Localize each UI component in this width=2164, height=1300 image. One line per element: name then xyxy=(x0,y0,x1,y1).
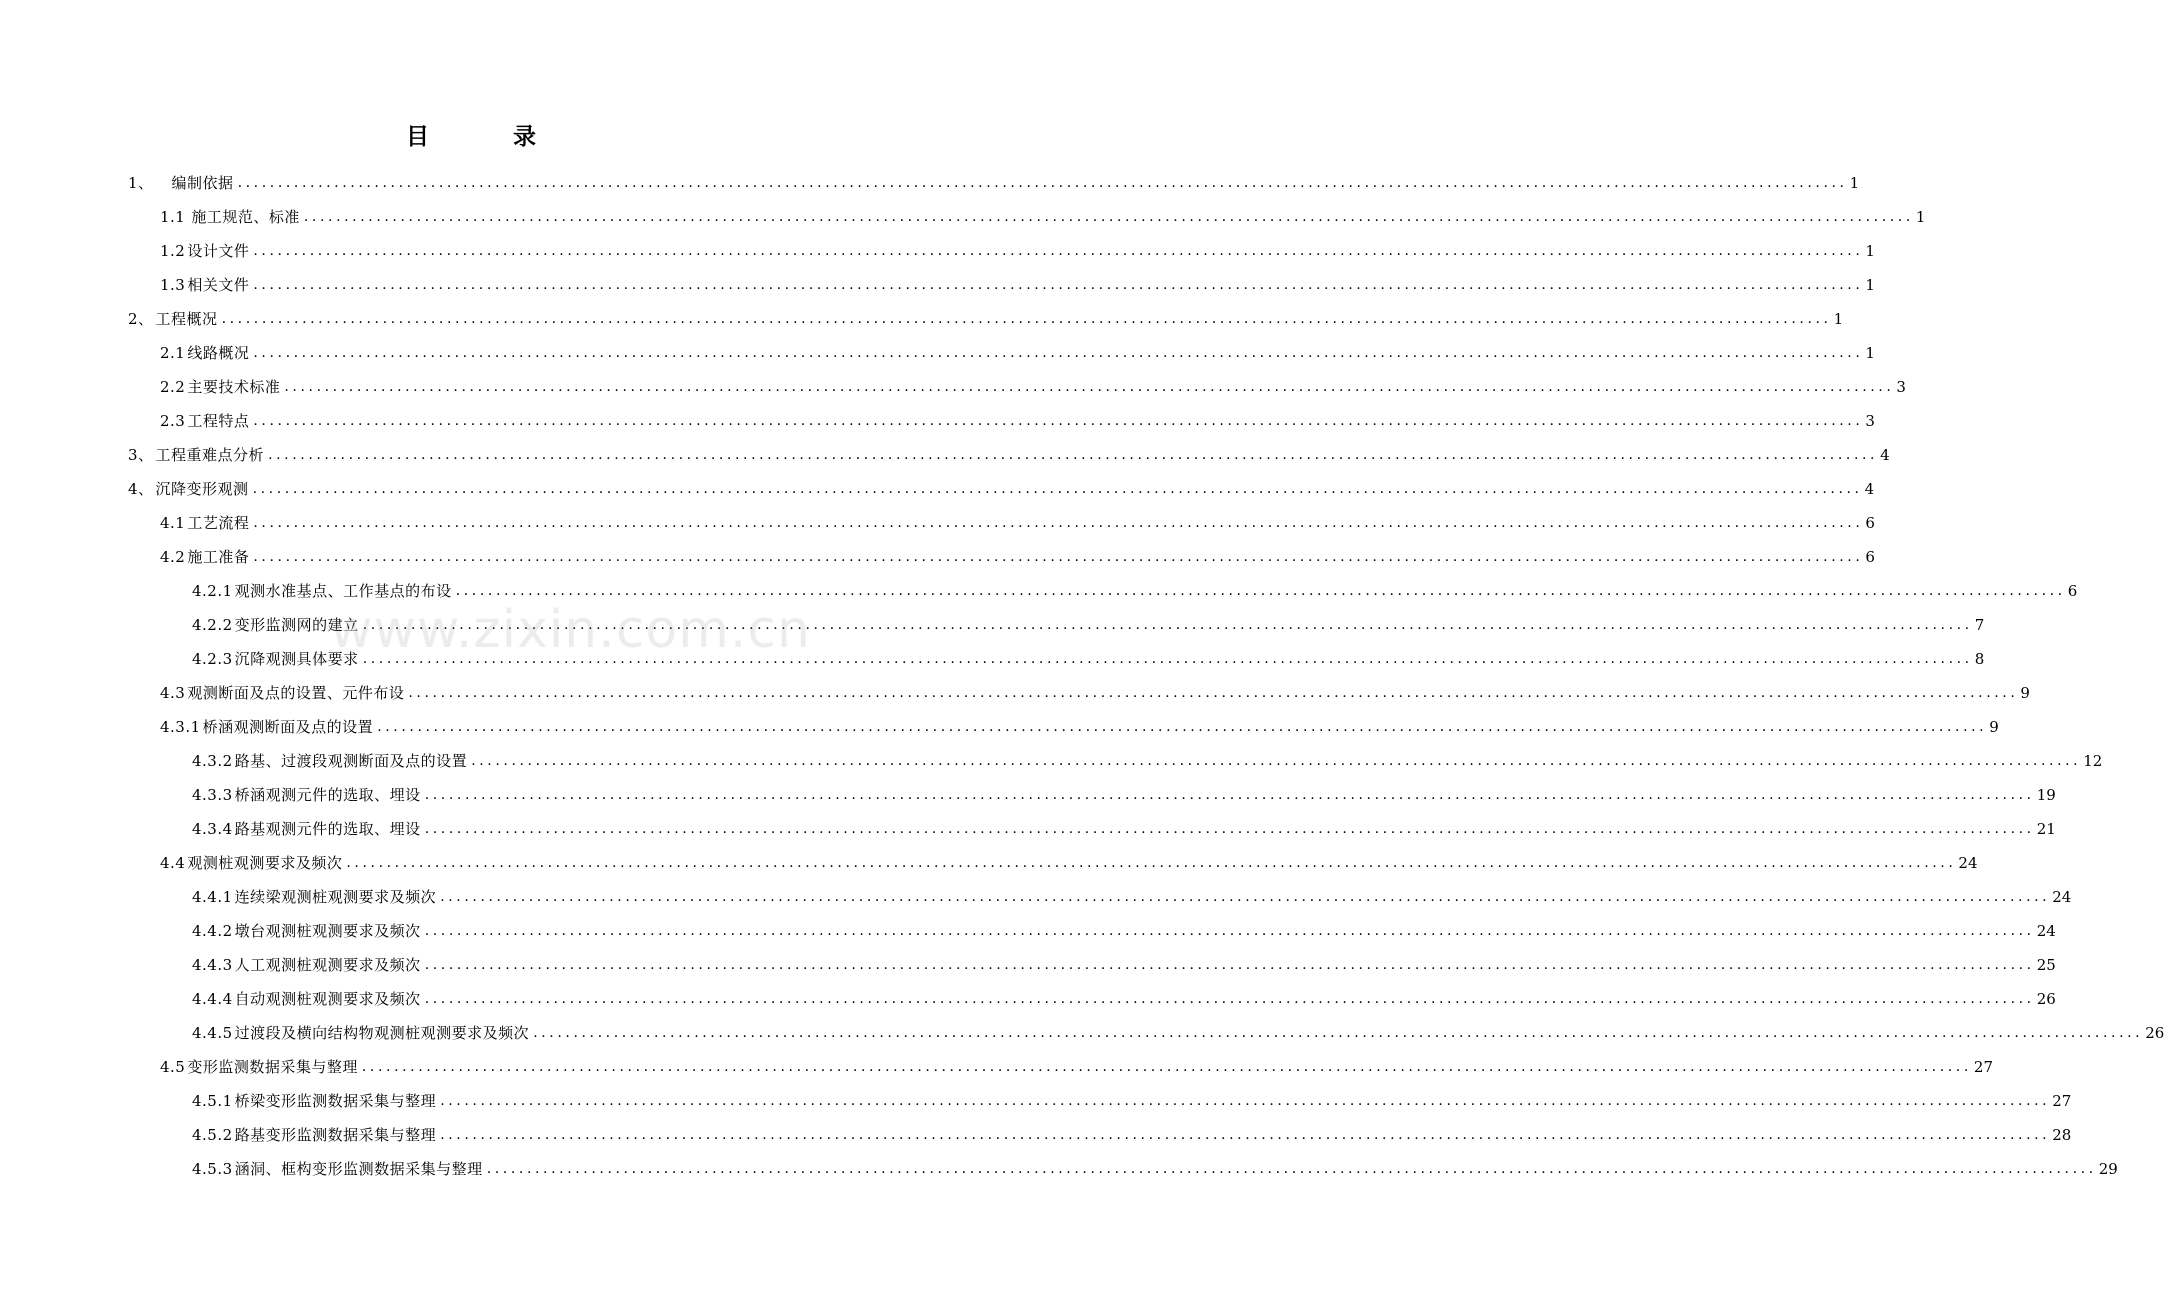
toc-entry-text: 工艺流程 xyxy=(187,514,250,532)
toc-entry-number: 2、 xyxy=(128,310,154,328)
toc-entry-page: 1 xyxy=(1865,276,1875,294)
toc-entry-number: 4、 xyxy=(128,480,154,498)
toc-dot-leader: ........................................................................................................................................................................................................ xyxy=(408,685,2019,701)
toc-entry-text: 观测水准基点、工作基点的布设 xyxy=(234,582,452,600)
toc-entry-label xyxy=(192,778,421,812)
toc-entry-text: 观测桩观测要求及频次 xyxy=(187,854,343,872)
toc-entry-label xyxy=(192,812,421,846)
toc-dot-leader: ........................................................................................................................................................................................................ xyxy=(361,1059,1972,1075)
toc-dot-leader: ........................................................................................................................................................................................................ xyxy=(253,515,1864,531)
toc-entry-text: 施工准备 xyxy=(187,548,250,566)
toc-entry[interactable] xyxy=(128,438,1890,472)
toc-entry-page: 6 xyxy=(2067,582,2078,600)
toc-entry-number: 4.5.2 xyxy=(192,1126,233,1144)
toc-entry[interactable] xyxy=(192,1084,2072,1118)
toc-dot-leader: ........................................................................................................................................................................................................ xyxy=(253,413,1864,429)
toc-entry-text: 桥涵观测断面及点的设置 xyxy=(202,718,374,736)
toc-entry-text: 桥梁变形监测数据采集与整理 xyxy=(234,1092,437,1110)
toc-entry-label xyxy=(128,472,249,506)
toc-entry-label xyxy=(192,948,421,982)
toc-entry[interactable] xyxy=(192,914,2056,948)
toc-entry-number: 4.3 xyxy=(160,684,186,702)
toc-entry-text: 设计文件 xyxy=(187,242,250,260)
toc-entry-label xyxy=(160,676,404,710)
toc-dot-leader: ........................................................................................................................................................................................................ xyxy=(486,1161,2097,1177)
toc-entry-number: 1.2 xyxy=(160,242,186,260)
toc-entry-page: 26 xyxy=(2036,990,2056,1008)
toc-entry-page: 1 xyxy=(1849,174,1860,192)
toc-entry-number: 2.3 xyxy=(160,412,186,430)
toc-dot-leader: ........................................................................................................................................................................................................ xyxy=(253,345,1864,361)
toc-entry-page: 7 xyxy=(1974,616,1985,634)
toc-entry-number: 1.3 xyxy=(160,276,186,294)
toc-entry[interactable] xyxy=(160,676,2030,710)
toc-entry-label xyxy=(160,268,249,302)
toc-entry-text: 路基观测元件的选取、埋设 xyxy=(234,820,421,838)
toc-entry-page: 25 xyxy=(2036,956,2056,974)
toc-entry-label xyxy=(192,982,421,1016)
toc-entry-number: 4.2 xyxy=(160,548,186,566)
toc-dot-leader: ........................................................................................................................................................................................................ xyxy=(424,923,2035,939)
toc-entry-number: 1.1 xyxy=(160,208,186,226)
toc-entry[interactable] xyxy=(192,1118,2072,1152)
toc-entry-text: 沉降观测具体要求 xyxy=(234,650,359,668)
toc-entry-page: 27 xyxy=(1973,1058,1994,1076)
toc-entry-page: 27 xyxy=(2052,1092,2072,1110)
toc-entry-number: 4.5.1 xyxy=(192,1092,233,1110)
toc-entry-label xyxy=(160,1050,358,1084)
toc-entry[interactable] xyxy=(160,506,1875,540)
toc-dot-leader: ........................................................................................................................................................................................................ xyxy=(377,719,1988,735)
toc-dot-leader: ........................................................................................................................................................................................................ xyxy=(424,821,2035,837)
toc-entry-label xyxy=(192,880,436,914)
toc-entry[interactable] xyxy=(128,302,1844,336)
toc-entry-text: 路基变形监测数据采集与整理 xyxy=(234,1126,437,1144)
toc-entry-page: 26 xyxy=(2145,1024,2164,1042)
toc-entry-text: 观测断面及点的设置、元件布设 xyxy=(187,684,405,702)
toc-entry-page: 1 xyxy=(1865,344,1875,362)
toc-dot-leader: ........................................................................................................................................................................................................ xyxy=(346,855,1957,871)
toc-entry[interactable] xyxy=(128,166,1860,200)
toc-entry-page: 4 xyxy=(1880,446,1890,464)
toc-entry-page: 1 xyxy=(1915,208,1926,226)
toc-entry[interactable] xyxy=(160,1050,1994,1084)
toc-entry[interactable] xyxy=(160,370,1906,404)
toc-entry-label xyxy=(192,1152,483,1186)
toc-entry-page: 9 xyxy=(2020,684,2030,702)
toc-entry-text: 自动观测桩观测要求及频次 xyxy=(234,990,421,1008)
toc-dot-leader: ........................................................................................................................................................................................................ xyxy=(533,1025,2144,1041)
toc-entry[interactable] xyxy=(160,200,1926,234)
toc-dot-leader: ........................................................................................................................................................................................................ xyxy=(252,481,1863,497)
toc-entry-text: 过渡段及横向结构物观测桩观测要求及频次 xyxy=(234,1024,530,1042)
toc-entry-page: 12 xyxy=(2083,752,2103,770)
toc-entry-label xyxy=(160,540,249,574)
toc-dot-leader: ........................................................................................................................................................................................................ xyxy=(424,787,2035,803)
toc-entry-page: 4 xyxy=(1864,480,1875,498)
toc-dot-leader: ........................................................................................................................................................................................................ xyxy=(221,311,1832,327)
toc-entry-page: 29 xyxy=(2098,1160,2118,1178)
toc-entry-label xyxy=(128,166,234,200)
toc-entry-label xyxy=(160,200,300,234)
toc-entry-text: 人工观测桩观测要求及频次 xyxy=(234,956,421,974)
toc-entry-label xyxy=(160,710,373,744)
toc-entry-label xyxy=(160,846,342,880)
toc-entry-number: 4.3.4 xyxy=(192,820,233,838)
toc-entry-label xyxy=(192,914,421,948)
toc-entry-label xyxy=(160,404,249,438)
toc-entry[interactable] xyxy=(192,880,2072,914)
page-title: 目 录 xyxy=(405,123,574,150)
toc-dot-leader: ........................................................................................................................................................................................................ xyxy=(362,617,1973,633)
toc-dot-leader: ........................................................................................................................................................................................................ xyxy=(268,447,1879,463)
toc-dot-leader: ........................................................................................................................................................................................................ xyxy=(362,651,1973,667)
toc-entry[interactable] xyxy=(192,812,2056,846)
toc-entry-page: 3 xyxy=(1896,378,1906,396)
toc-entry-label xyxy=(192,744,467,778)
toc-entry-number: 4.5.3 xyxy=(192,1160,233,1178)
toc-entry-page: 19 xyxy=(2036,786,2056,804)
toc-entry-number: 4.5 xyxy=(160,1058,186,1076)
toc-dot-leader: ........................................................................................................................................................................................................ xyxy=(440,1093,2051,1109)
toc-entry-page: 24 xyxy=(2036,922,2056,940)
toc-entry-page: 21 xyxy=(2036,820,2056,838)
toc-entry-label xyxy=(192,1016,529,1050)
watermark: www.zixin.com.cn xyxy=(330,600,811,660)
toc-entry-number: 4.3.3 xyxy=(192,786,233,804)
toc-entry-number: 4.3.1 xyxy=(160,718,201,736)
toc-entry[interactable] xyxy=(160,234,1875,268)
toc-entry-page: 1 xyxy=(1833,310,1844,328)
toc-entry-page: 8 xyxy=(1974,650,1985,668)
toc-dot-leader: ........................................................................................................................................................................................................ xyxy=(440,1127,2051,1143)
toc-entry-label xyxy=(128,302,218,336)
toc-entry-label xyxy=(160,234,249,268)
toc-entry[interactable] xyxy=(160,336,1875,370)
toc-dot-leader: ........................................................................................................................................................................................................ xyxy=(440,889,2051,905)
toc-dot-leader: ........................................................................................................................................................................................................ xyxy=(471,753,2082,769)
toc-entry-label xyxy=(192,1118,436,1152)
toc-entry-number: 4.2.2 xyxy=(192,616,233,634)
toc-entry-page: 6 xyxy=(1865,514,1875,532)
toc-entry-number: 4.2.3 xyxy=(192,650,233,668)
toc-entry-text: 连续梁观测桩观测要求及频次 xyxy=(234,888,437,906)
toc-entry-number: 4.4.3 xyxy=(192,956,233,974)
toc-entry[interactable] xyxy=(192,778,2056,812)
toc-entry-text: 墩台观测桩观测要求及频次 xyxy=(234,922,421,940)
toc-entry-page: 24 xyxy=(2052,888,2072,906)
toc-entry-number: 4.1 xyxy=(160,514,186,532)
toc-entry-page: 1 xyxy=(1865,242,1875,260)
toc-entry[interactable] xyxy=(192,608,1985,642)
toc-entry-text: 主要技术标准 xyxy=(187,378,281,396)
toc-entry-page: 3 xyxy=(1865,412,1875,430)
toc-entry[interactable] xyxy=(128,472,1875,506)
toc-entry[interactable] xyxy=(192,574,2078,608)
toc-entry-text: 施工规范、标准 xyxy=(191,208,300,226)
toc-entry[interactable] xyxy=(192,744,2103,778)
toc-entry[interactable] xyxy=(192,982,2056,1016)
toc-entry-page: 6 xyxy=(1865,548,1875,566)
toc-entry[interactable] xyxy=(160,846,1978,880)
toc-dot-leader: ........................................................................................................................................................................................................ xyxy=(424,957,2035,973)
toc-entry-label xyxy=(192,642,359,676)
toc-entry[interactable] xyxy=(160,710,1999,744)
toc-dot-leader: ........................................................................................................................................................................................................ xyxy=(253,243,1864,259)
toc-entry-text: 工程重难点分析 xyxy=(155,446,265,464)
toc-entry-number: 1、 xyxy=(128,174,154,192)
toc-entry-text: 工程特点 xyxy=(187,412,250,430)
toc-entry-number: 4.4.5 xyxy=(192,1024,233,1042)
toc-entry-number: 4.3.2 xyxy=(192,752,233,770)
toc-entry[interactable] xyxy=(192,1016,2164,1050)
toc-entry-label xyxy=(192,574,452,608)
toc-entry-number: 4.4.4 xyxy=(192,990,233,1008)
toc-entry-label xyxy=(128,438,264,472)
toc-entry-label xyxy=(160,336,249,370)
toc-entry-text: 变形监测数据采集与整理 xyxy=(187,1058,358,1076)
toc-dot-leader: ........................................................................................................................................................................................................ xyxy=(455,583,2066,599)
toc-entry-label xyxy=(192,1084,436,1118)
toc-entry-number: 3、 xyxy=(128,446,154,464)
toc-entry-number: 4.4.2 xyxy=(192,922,233,940)
toc-entry-page: 24 xyxy=(1958,854,1978,872)
toc-entry[interactable] xyxy=(192,948,2056,982)
toc-entry-page: 28 xyxy=(2052,1126,2072,1144)
toc-entry-page: 9 xyxy=(1989,718,1999,736)
toc-entry-text: 桥涵观测元件的选取、埋设 xyxy=(234,786,421,804)
toc-dot-leader: ........................................................................................................................................................................................................ xyxy=(253,277,1864,293)
toc-entry-text: 路基、过渡段观测断面及点的设置 xyxy=(234,752,468,770)
toc-entry[interactable] xyxy=(160,268,1875,302)
toc-entry[interactable] xyxy=(192,1152,2118,1186)
toc-entry-text: 涵洞、框构变形监测数据采集与整理 xyxy=(234,1160,483,1178)
toc-entry-text: 变形监测网的建立 xyxy=(234,616,359,634)
toc-entry-number: 4.4.1 xyxy=(192,888,233,906)
toc-entry[interactable] xyxy=(192,642,1985,676)
toc-dot-leader: ........................................................................................................................................................................................................ xyxy=(237,175,1848,191)
toc-entry-number: 4.2.1 xyxy=(192,582,233,600)
toc-entry-number: 2.1 xyxy=(160,344,186,362)
toc-entry-text: 线路概况 xyxy=(187,344,250,362)
toc-entry-text: 沉降变形观测 xyxy=(155,480,249,498)
toc-entry-label xyxy=(192,608,359,642)
toc-entry-number: 4.4 xyxy=(160,854,186,872)
toc-dot-leader: ........................................................................................................................................................................................................ xyxy=(284,379,1895,395)
toc-entry-label xyxy=(160,370,280,404)
toc-dot-leader: ........................................................................................................................................................................................................ xyxy=(303,209,1914,225)
toc-entry-label xyxy=(160,506,249,540)
toc-entry-text: 工程概况 xyxy=(155,310,218,328)
toc-entry-text: 相关文件 xyxy=(187,276,250,294)
toc-entry[interactable] xyxy=(160,540,1875,574)
toc-dot-leader: ........................................................................................................................................................................................................ xyxy=(424,991,2035,1007)
toc-entry[interactable] xyxy=(160,404,1875,438)
toc-entry-number: 2.2 xyxy=(160,378,186,396)
toc-dot-leader: ........................................................................................................................................................................................................ xyxy=(253,549,1864,565)
toc-entry-text: 编制依据 xyxy=(171,174,234,192)
